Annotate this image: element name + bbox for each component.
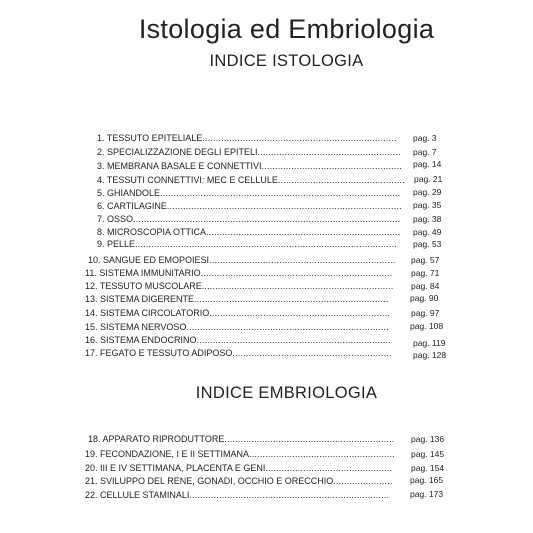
- dot-leader: ...................................................................................................: [133, 214, 401, 224]
- toc-page-number: pag. 21: [414, 174, 443, 184]
- dot-leader: .......................................................................................: [166, 201, 402, 211]
- toc-entry: [85, 292, 392, 306]
- dot-leader: ......................................................: [249, 449, 395, 459]
- toc-entry-title: 12. TESSUTO MUSCOLARE: [85, 281, 202, 291]
- dot-leader: .................................................................................................: [135, 239, 397, 249]
- toc-page-number: pag. 38: [413, 214, 442, 224]
- toc-entry-title: 19. FECONDAZIONE, I E II SETTIMANA: [85, 449, 250, 459]
- toc-page-number: pag. 35: [413, 200, 442, 210]
- toc-page-number: pag. 84: [411, 281, 440, 291]
- toc-entry-title: 1. TESSUTO EPITELIALE: [97, 133, 203, 143]
- toc-entry: [85, 447, 396, 461]
- toc-page-number: pag. 165: [410, 475, 444, 485]
- toc-page-number: pag. 53: [413, 239, 442, 249]
- toc-entry-title: 18. APPARATO RIPRODUTTORE: [88, 434, 225, 444]
- toc-entry: [88, 253, 397, 267]
- dot-leader: .......................................................................: [200, 268, 393, 278]
- toc-page-number: pag. 128: [413, 350, 447, 360]
- toc-entry: [85, 488, 393, 502]
- toc-entry-title: 16. SISTEMA ENDOCRINO: [85, 335, 197, 345]
- toc-entry: [85, 333, 394, 347]
- dot-leader: ........................................................................: [206, 227, 401, 237]
- toc-page-number: pag. 71: [411, 268, 440, 278]
- toc-page-number: pag. 3: [413, 133, 437, 143]
- toc-entry-title: 3. MEMBRANA BASALE E CONNETTIVI: [97, 161, 262, 171]
- istologia-index-heading: INDICE ISTOLOGIA: [209, 52, 364, 70]
- dot-leader: .......................................................................: [201, 281, 394, 291]
- toc-entry: [97, 173, 406, 187]
- dot-leader: ...............................................: [277, 175, 405, 185]
- toc-page-number: pag. 57: [411, 255, 440, 265]
- toc-entry-title: 13. SISTEMA DIGERENTE: [85, 294, 195, 304]
- toc-page-number: pag. 173: [410, 489, 444, 499]
- toc-entry-title: 20. III E IV SETTIMANA, PLACENTA E GENI: [85, 463, 266, 473]
- toc-entry-title: 22. CELLULE STAMINALI: [85, 490, 190, 500]
- dot-leader: ....................................................: [261, 161, 402, 171]
- toc-entry-title: 14. SISTEMA CIRCOLATORIO: [85, 308, 210, 318]
- toc-entry: [97, 237, 401, 251]
- embriologia-index-heading: INDICE EMBRIOLOGIA: [195, 384, 378, 402]
- toc-entry-title: 7. OSSO: [97, 214, 134, 224]
- dot-leader: ........................................................................: [202, 133, 397, 143]
- toc-entry: [85, 279, 396, 293]
- dot-leader: ...............................................................: [224, 434, 395, 444]
- toc-page-number: pag. 49: [413, 227, 442, 237]
- toc-page-number: pag. 14: [413, 159, 442, 169]
- dot-leader: ......................: [333, 476, 393, 486]
- toc-entry-title: 9. PELLE: [97, 239, 136, 249]
- toc-page-number: pag. 136: [411, 434, 445, 444]
- dot-leader: .........................................................................................: [160, 188, 401, 198]
- toc-page-number: pag. 145: [411, 449, 445, 459]
- dot-leader: ..........................................................................: [189, 490, 390, 500]
- toc-entry: [85, 266, 396, 280]
- toc-entry-title: 21. SVILUPPO DEL RENE, GONADI, OCCHIO E ORECCHIO: [85, 476, 334, 486]
- dot-leader: .....................................................................: [209, 255, 396, 265]
- toc-entry-title: 17. FEGATO E TESSUTO ADIPOSO: [85, 348, 233, 358]
- toc-page-number: pag. 119: [413, 338, 446, 348]
- dot-leader: ........................................................................: [194, 294, 389, 304]
- dot-leader: .....................................................: [257, 147, 401, 157]
- toc-entry-title: 6. CARTILAGINE: [97, 201, 167, 211]
- toc-entry: [97, 212, 404, 226]
- toc-entry: [85, 346, 395, 360]
- toc-entry: [97, 199, 404, 213]
- dot-leader: ...........................................................................: [186, 322, 389, 332]
- toc-page-number: pag. 108: [410, 321, 444, 331]
- toc-entry: [85, 461, 394, 475]
- toc-page-number: pag. 90: [410, 293, 439, 303]
- toc-entry: [85, 320, 392, 334]
- toc-entry-title: 8. MICROSCOPIA OTTICA: [97, 227, 207, 237]
- toc-page-number: pag. 97: [411, 308, 440, 318]
- toc-entry: [97, 131, 400, 145]
- dot-leader: ...................................................................: [209, 308, 391, 318]
- dot-leader: ...........................................................: [232, 348, 392, 358]
- toc-entry: [97, 159, 403, 173]
- toc-entry-title: 4. TESSUTI CONNETTIVI: MEC E CELLULE: [97, 175, 278, 185]
- toc-entry-title: 5. GHIANDOLE: [97, 188, 161, 198]
- toc-page-number: pag. 154: [411, 463, 445, 473]
- toc-entry: [97, 145, 403, 159]
- toc-entry-title: 2. SPECIALIZZAZIONE DEGLI EPITELI: [97, 147, 258, 157]
- toc-entry-title: 15. SISTEMA NERVOSO: [85, 322, 187, 332]
- dot-leader: ........................................................................: [196, 335, 391, 345]
- toc-entry: [97, 186, 404, 200]
- toc-entry: [88, 432, 397, 446]
- toc-page-number: pag. 7: [413, 147, 437, 157]
- toc-entry-title: 11. SISTEMA IMMUNITARIO: [85, 268, 201, 278]
- toc-entry: [85, 306, 393, 320]
- document-title: Istologia ed Embriologia: [138, 14, 435, 44]
- toc-page-number: pag. 29: [413, 187, 442, 197]
- toc-entry-title: 10. SANGUE ED EMOPOIESI: [88, 255, 210, 265]
- dot-leader: ...............................................: [265, 463, 393, 473]
- toc-entry: [85, 474, 393, 488]
